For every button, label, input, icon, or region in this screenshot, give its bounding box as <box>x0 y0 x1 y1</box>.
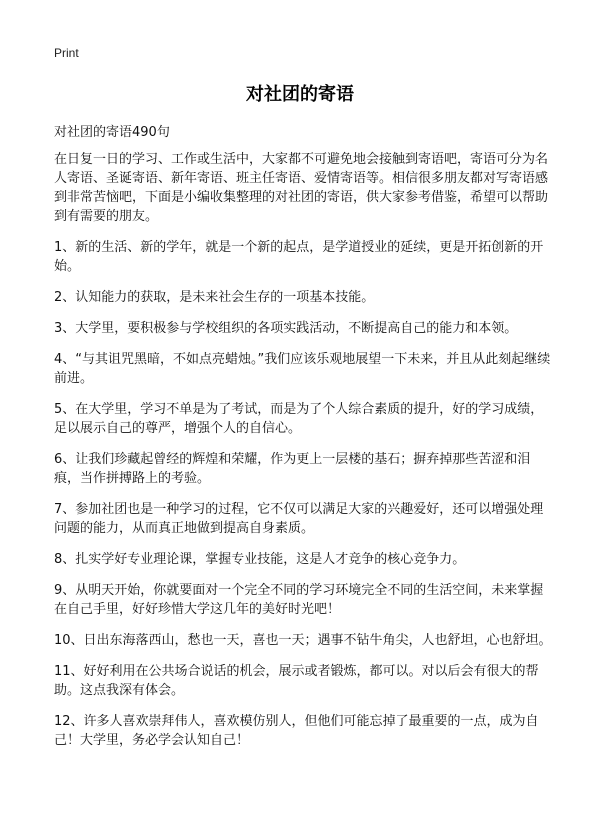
list-item: 9、从明天开始，你就要面对一个完全不同的学习环境完全不同的生活空间，未来掌握在自己手里，好好珍惜大学这几年的美好时光吧！ <box>54 583 544 617</box>
list-item: 6、让我们珍藏起曾经的辉煌和荣耀，作为更上一层楼的基石；摒弃掉那些苦涩和泪痕，当作拼搏路上的考验。 <box>54 452 531 486</box>
list-item: 10、日出东海落西山，愁也一天，喜也一天；遇事不钻牛角尖，人也舒坦，心也舒坦。 <box>54 633 552 648</box>
document-title: 对社团的寄语 <box>246 84 354 105</box>
list-item: 1、新的生活、新的学年，就是一个新的起点，是学道授业的延续，更是开拓创新的开始。 <box>54 240 544 274</box>
list-item: 4、“与其诅咒黑暗，不如点亮蜡烛。”我们应该乐观地展望一下未来，并且从此刻起继续前进。 <box>54 352 551 386</box>
list-item: 3、大学里，要积极参与学校组织的各项实践活动，不断提高自己的能力和本领。 <box>54 321 518 336</box>
intro-paragraph: 在日复一日的学习、工作或生活中，大家都不可避免地会接触到寄语吧，寄语可分为名人寄语、圣诞寄语、新年寄语、班主任寄语、爱情寄语等。相信很多朋友都对写寄语感到非常苦恼吧，下面是小编收集整理的对社团的寄语，供大家参考借鉴，希望可以帮助到有需要的朋友。 <box>54 152 549 224</box>
print-link[interactable]: Print <box>54 46 79 60</box>
list-item: 5、在大学里，学习不单是为了考试，而是为了个人综合素质的提升，好的学习成绩，足以展示自己的尊严，增强个人的自信心。 <box>54 402 544 436</box>
list-item: 2、认知能力的获取，是未来社会生存的一项基本技能。 <box>54 290 375 305</box>
document-body <box>54 150 554 762</box>
list-item: 8、扎实学好专业理论课，掌握专业技能，这是人才竞争的核心竞争力。 <box>54 552 466 567</box>
list-item: 11、好好利用在公共场合说话的机会，展示或者锻炼，都可以。对以后会有很大的帮助。这点我深有体会。 <box>54 664 539 698</box>
list-item: 7、参加社团也是一种学习的过程，它不仅可以满足大家的兴趣爱好，还可以增强处理问题的能力，从而真正地做到提高自身素质。 <box>54 502 544 536</box>
document-subtitle: 对社团的寄语490句 <box>54 125 170 140</box>
list-item: 12、许多人喜欢崇拜伟人，喜欢模仿别人，但他们可能忘掉了最重要的一点，成为自己！大学里，务必学会认知自己！ <box>54 714 539 748</box>
